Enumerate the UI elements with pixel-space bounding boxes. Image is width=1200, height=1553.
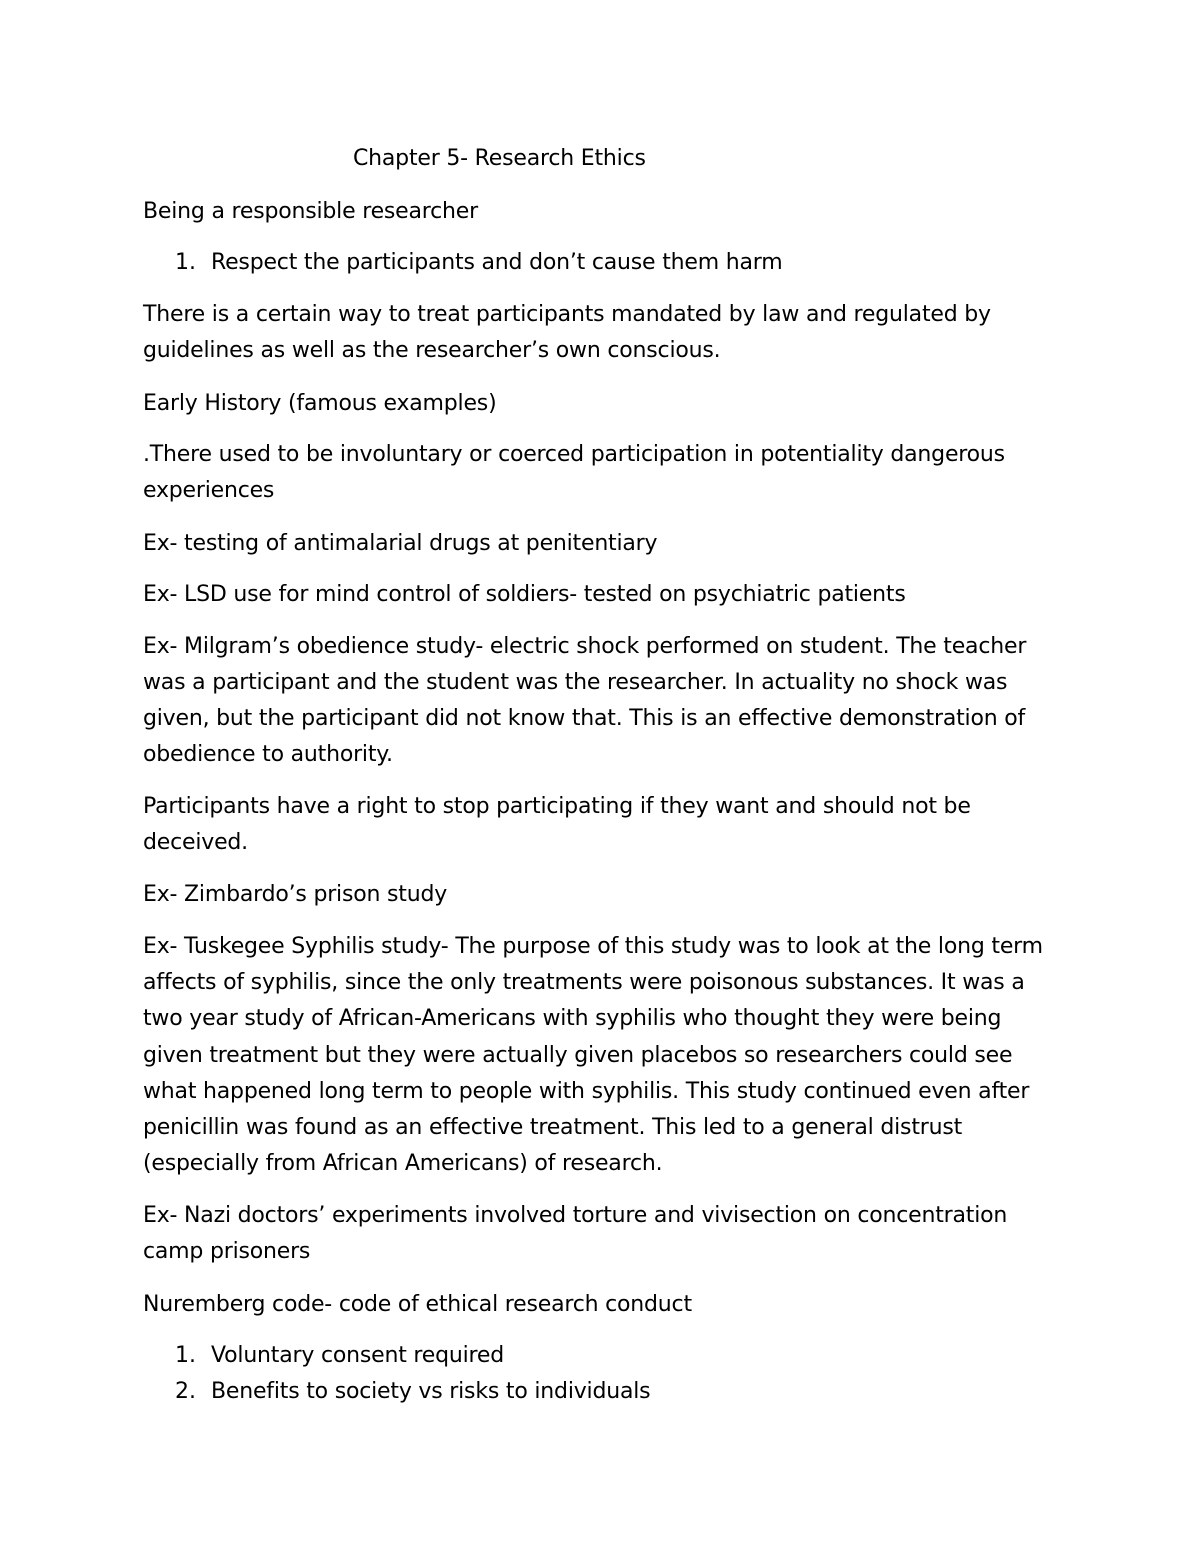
paragraph-line: Ex- Milgram’s obedience study- electric shock performed on student. The teacher bbox=[143, 634, 1027, 659]
paragraph-line: obedience to authority. bbox=[143, 742, 393, 767]
paragraph-line: experiences bbox=[143, 478, 275, 503]
paragraph-line: was a participant and the student was the researcher. In actuality no shock was bbox=[143, 670, 1008, 695]
page-title: Chapter 5- Research Ethics bbox=[353, 146, 646, 171]
paragraph-line: Ex- Tuskegee Syphilis study- The purpose of this study was to look at the long term bbox=[143, 934, 1043, 959]
section-heading-responsible: Being a responsible researcher bbox=[143, 199, 478, 224]
paragraph-line: Ex- Nazi doctors’ experiments involved torture and vivisection on concentration bbox=[143, 1203, 1008, 1228]
example-antimalarial: Ex- testing of antimalarial drugs at penitentiary bbox=[143, 531, 658, 556]
example-lsd: Ex- LSD use for mind control of soldiers- tested on psychiatric patients bbox=[143, 582, 906, 607]
paragraph-line: (especially from African Americans) of research. bbox=[143, 1151, 663, 1176]
paragraph-line: what happened long term to people with syphilis. This study continued even after bbox=[143, 1079, 1030, 1104]
paragraph-line: .There used to be involuntary or coerced participation in potentiality dangerous bbox=[143, 442, 1005, 467]
list-item: Benefits to society vs risks to individuals bbox=[211, 1379, 651, 1404]
paragraph-line: given, but the participant did not know that. This is an effective demonstration of bbox=[143, 706, 1026, 731]
list-item-number: 1. bbox=[175, 250, 196, 275]
section-heading-history: Early History (famous examples) bbox=[143, 391, 497, 416]
paragraph-line: two year study of African-Americans with syphilis who thought they were being bbox=[143, 1006, 1002, 1031]
paragraph-line: camp prisoners bbox=[143, 1239, 311, 1264]
paragraph-line: given treatment but they were actually given placebos so researchers could see bbox=[143, 1043, 1013, 1068]
paragraph-line: deceived. bbox=[143, 830, 248, 855]
paragraph-line: There is a certain way to treat participants mandated by law and regulated by bbox=[143, 302, 991, 327]
list-item: Respect the participants and don’t cause them harm bbox=[211, 250, 783, 275]
list-item-number: 1. bbox=[175, 1343, 196, 1368]
list-item: Voluntary consent required bbox=[211, 1343, 505, 1368]
section-heading-nuremberg: Nuremberg code- code of ethical research conduct bbox=[143, 1292, 692, 1317]
example-zimbardo: Ex- Zimbardo’s prison study bbox=[143, 882, 448, 907]
paragraph-line: guidelines as well as the researcher’s own conscious. bbox=[143, 338, 721, 363]
paragraph-line: affects of syphilis, since the only treatments were poisonous substances. It was a bbox=[143, 970, 1025, 995]
paragraph-line: penicillin was found as an effective treatment. This led to a general distrust bbox=[143, 1115, 963, 1140]
list-item-number: 2. bbox=[175, 1379, 196, 1404]
paragraph-line: Participants have a right to stop participating if they want and should not be bbox=[143, 794, 971, 819]
